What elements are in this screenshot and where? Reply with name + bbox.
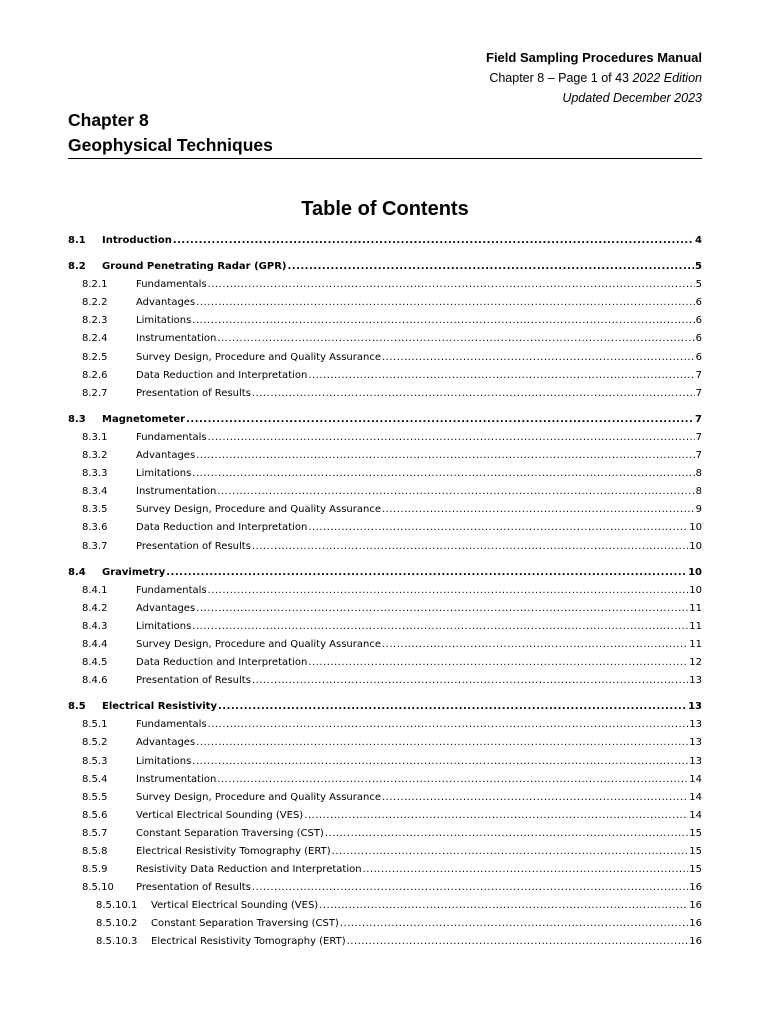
toc-leader-dots <box>208 429 695 447</box>
toc-entry-number: 8.5.4 <box>82 773 108 785</box>
toc-entry[interactable] <box>68 843 702 861</box>
toc-entry-page: 11 <box>689 602 702 614</box>
toc-entry-page: 6 <box>695 351 702 363</box>
toc-entry[interactable] <box>68 564 702 582</box>
toc-entry-number: 8.5.9 <box>82 864 108 876</box>
toc-entry[interactable] <box>68 716 702 734</box>
page-info <box>486 68 702 88</box>
toc-leader-dots <box>166 564 687 582</box>
toc-entry-title: Data Reduction and Interpretation <box>136 657 308 669</box>
toc-entry[interactable] <box>68 861 702 879</box>
toc-entry[interactable] <box>68 825 702 843</box>
toc-entry-title: Limitations <box>136 755 192 767</box>
chapter-number: Chapter 8 <box>68 110 149 130</box>
toc-entry-title: Gravimetry <box>102 566 166 578</box>
toc-leader-dots <box>252 879 688 897</box>
toc-entry[interactable] <box>68 294 702 312</box>
toc-entry-title: Electrical Resistivity Tomography (ERT) <box>151 936 346 948</box>
toc-entry[interactable] <box>68 879 702 897</box>
toc-entry[interactable] <box>68 312 702 330</box>
toc-entry-page: 16 <box>689 900 702 912</box>
toc-entry-number: 8.2.5 <box>82 351 108 363</box>
toc-leader-dots <box>186 411 694 429</box>
toc-entry-page: 10 <box>689 522 702 534</box>
toc-entry-page: 10 <box>688 566 702 578</box>
toc-entry-number: 8.5.8 <box>82 846 108 857</box>
toc-entry-page: 6 <box>695 297 702 309</box>
toc-entry-title: Electrical Resistivity <box>102 701 217 713</box>
toc-entry[interactable] <box>68 618 702 636</box>
toc-entry-number: 8.2.3 <box>82 315 108 327</box>
toc-entry-number: 8.3.7 <box>82 540 108 552</box>
toc-leader-dots <box>363 861 689 879</box>
toc-leader-dots <box>340 915 688 933</box>
chapter-heading <box>68 108 702 159</box>
toc-entry-number: 8.5.10.2 <box>96 918 138 930</box>
toc-section-gap <box>68 690 702 698</box>
toc-entry[interactable] <box>68 538 702 556</box>
toc-entry-title: Data Reduction and Interpretation <box>136 522 308 534</box>
toc-leader-dots <box>325 825 688 843</box>
toc-entry[interactable] <box>68 501 702 519</box>
toc-entry[interactable] <box>68 654 702 672</box>
toc-entry-title: Fundamentals <box>136 279 207 291</box>
toc-entry-number: 8.2.2 <box>82 297 108 309</box>
toc-entry-number: 8.3 <box>68 413 86 425</box>
updated-date: Updated December 2023 <box>562 91 702 105</box>
toc-entry-title: Advantages <box>136 602 196 614</box>
toc-entry-title: Magnetometer <box>102 413 186 425</box>
toc-leader-dots <box>217 483 694 501</box>
toc-entry-page: 7 <box>695 369 702 381</box>
toc-entry-title: Data Reduction and Interpretation <box>136 369 308 381</box>
toc-entry[interactable] <box>68 367 702 385</box>
toc-leader-dots <box>252 385 695 403</box>
toc-entry-page: 12 <box>689 657 702 669</box>
toc-leader-dots <box>308 367 694 385</box>
toc-leader-dots <box>287 258 694 276</box>
toc-entry-page: 16 <box>689 918 702 930</box>
toc-entry-title: Survey Design, Procedure and Quality Assurance <box>136 638 381 650</box>
manual-title: Field Sampling Procedures Manual <box>486 50 702 65</box>
chapter-name: Geophysical Techniques <box>68 133 702 159</box>
toc-entry-number: 8.3.2 <box>82 450 108 462</box>
toc-entry-number: 8.5.6 <box>82 809 108 821</box>
toc-entry[interactable] <box>68 385 702 403</box>
toc-leader-dots <box>252 538 688 556</box>
toc-entry-number: 8.3.1 <box>82 431 108 443</box>
toc-entry-page: 11 <box>689 638 702 650</box>
table-of-contents <box>68 232 702 952</box>
toc-entry[interactable] <box>68 483 702 501</box>
toc-entry-page: 16 <box>689 882 702 894</box>
toc-entry-number: 8.3.4 <box>82 486 108 498</box>
toc-section-gap <box>68 403 702 411</box>
toc-entry-page: 7 <box>695 387 702 399</box>
toc-entry-number: 8.5.1 <box>82 719 108 731</box>
toc-entry-number: 8.5.10 <box>82 882 114 894</box>
toc-leader-dots <box>304 807 688 825</box>
toc-entry-page: 7 <box>695 431 702 443</box>
toc-entry-page: 13 <box>689 675 702 687</box>
toc-entry-title: Presentation of Results <box>136 387 251 399</box>
toc-leader-dots <box>319 897 688 915</box>
toc-entry[interactable] <box>68 734 702 752</box>
toc-entry-title: Presentation of Results <box>136 540 251 552</box>
toc-entry-page: 14 <box>689 791 702 803</box>
toc-entry-page: 14 <box>689 809 702 821</box>
toc-entry-page: 14 <box>689 773 702 785</box>
page-line: Chapter 8 – Page 1 of 43 <box>489 71 629 85</box>
toc-entry-number: 8.2.4 <box>82 333 108 345</box>
toc-entry-title: Presentation of Results <box>136 675 251 687</box>
toc-entry-page: 8 <box>695 486 702 498</box>
toc-entry-page: 9 <box>695 504 702 516</box>
toc-entry[interactable] <box>68 915 702 933</box>
toc-entry-title: Electrical Resistivity Tomography (ERT) <box>136 846 331 857</box>
toc-leader-dots <box>208 716 689 734</box>
toc-leader-dots <box>196 734 688 752</box>
toc-entry-page: 6 <box>695 333 702 345</box>
toc-entry-title: Instrumentation <box>136 773 217 785</box>
toc-leader-dots <box>196 294 694 312</box>
toc-entry-title: Advantages <box>136 297 196 309</box>
toc-entry-title: Constant Separation Traversing (CST) <box>151 918 339 930</box>
toc-entry-title: Advantages <box>136 450 196 462</box>
toc-entry-page: 13 <box>689 755 702 767</box>
toc-entry-title: Vertical Electrical Sounding (VES) <box>136 809 304 821</box>
toc-entry-title: Constant Separation Traversing (CST) <box>136 827 324 839</box>
toc-entry-number: 8.4 <box>68 566 86 578</box>
toc-entry-number: 8.1 <box>68 235 86 246</box>
toc-entry[interactable] <box>68 465 702 483</box>
toc-entry-number: 8.2.6 <box>82 369 108 381</box>
toc-leader-dots <box>308 654 688 672</box>
toc-entry-page: 15 <box>689 864 702 876</box>
toc-entry-page: 5 <box>695 279 702 291</box>
toc-leader-dots <box>382 789 688 807</box>
toc-section-gap <box>68 250 702 258</box>
toc-entry-page: 6 <box>695 315 702 327</box>
toc-entry-page: 10 <box>689 540 702 552</box>
toc-entry-number: 8.3.6 <box>82 522 108 534</box>
toc-entry-title: Presentation of Results <box>136 882 251 894</box>
toc-title: Table of Contents <box>301 198 469 220</box>
toc-entry-number: 8.5.2 <box>82 737 108 749</box>
toc-entry[interactable] <box>68 582 702 600</box>
toc-entry-title: Resistivity Data Reduction and Interpretation <box>136 864 362 876</box>
toc-entry-number: 8.4.1 <box>82 584 108 596</box>
toc-entry[interactable] <box>68 330 702 348</box>
toc-entry[interactable] <box>68 771 702 789</box>
toc-entry-page: 7 <box>695 413 702 425</box>
toc-leader-dots <box>332 843 689 861</box>
toc-entry-title: Survey Design, Procedure and Quality Assurance <box>136 504 381 516</box>
toc-entry-number: 8.2 <box>68 261 86 273</box>
toc-entry-number: 8.4.2 <box>82 602 108 614</box>
toc-entry-number: 8.5.3 <box>82 755 108 767</box>
toc-entry-title: Advantages <box>136 737 196 749</box>
toc-leader-dots <box>217 771 688 789</box>
toc-entry-number: 8.2.7 <box>82 387 108 399</box>
toc-entry[interactable] <box>68 447 702 465</box>
toc-entry[interactable] <box>68 519 702 537</box>
toc-entry-page: 15 <box>689 846 702 857</box>
toc-entry[interactable] <box>68 807 702 825</box>
toc-leader-dots <box>192 312 694 330</box>
toc-leader-dots <box>382 636 688 654</box>
toc-leader-dots <box>208 276 695 294</box>
toc-entry-title: Limitations <box>136 620 192 632</box>
toc-leader-dots <box>173 232 694 250</box>
toc-entry[interactable] <box>68 600 702 618</box>
toc-entry[interactable] <box>68 276 702 294</box>
toc-entry[interactable] <box>68 789 702 807</box>
toc-entry-page: 8 <box>695 468 702 480</box>
toc-entry-title: Fundamentals <box>136 584 207 596</box>
toc-leader-dots <box>218 698 687 716</box>
toc-entry-number: 8.4.3 <box>82 620 108 632</box>
toc-leader-dots <box>347 933 689 951</box>
toc-entry-number: 8.3.5 <box>82 504 108 516</box>
toc-entry-page: 13 <box>689 719 702 731</box>
toc-leader-dots <box>192 618 688 636</box>
edition: 2022 Edition <box>632 71 702 85</box>
toc-entry[interactable] <box>68 753 702 771</box>
toc-entry[interactable] <box>68 672 702 690</box>
toc-entry-number: 8.4.4 <box>82 638 108 650</box>
toc-entry-title: Fundamentals <box>136 431 207 443</box>
toc-leader-dots <box>208 582 689 600</box>
toc-entry-page: 5 <box>695 261 702 273</box>
toc-entry-page: 13 <box>689 737 702 749</box>
toc-entry-number: 8.5.10.3 <box>96 936 138 948</box>
toc-leader-dots <box>382 501 695 519</box>
toc-entry[interactable] <box>68 897 702 915</box>
toc-leader-dots <box>252 672 688 690</box>
toc-entry-number: 8.4.6 <box>82 675 108 687</box>
toc-entry[interactable] <box>68 411 702 429</box>
toc-entry-number: 8.5.10.1 <box>96 900 138 912</box>
toc-entry-title: Introduction <box>102 235 172 246</box>
toc-entry-title: Fundamentals <box>136 719 207 731</box>
toc-section-gap <box>68 556 702 564</box>
toc-entry-title: Ground Penetrating Radar (GPR) <box>102 261 287 273</box>
toc-entry[interactable] <box>68 258 702 276</box>
toc-entry-page: 15 <box>689 827 702 839</box>
toc-entry-number: 8.5.5 <box>82 791 108 803</box>
toc-leader-dots <box>382 349 695 367</box>
toc-leader-dots <box>196 600 688 618</box>
toc-leader-dots <box>192 753 688 771</box>
toc-entry-number: 8.5.7 <box>82 827 108 839</box>
toc-entry-page: 11 <box>689 620 702 632</box>
toc-leader-dots <box>308 519 688 537</box>
toc-leader-dots <box>217 330 694 348</box>
toc-entry-title: Vertical Electrical Sounding (VES) <box>151 900 319 912</box>
toc-entry-title: Instrumentation <box>136 486 217 498</box>
toc-entry-number: 8.3.3 <box>82 468 108 480</box>
toc-entry-title: Limitations <box>136 468 192 480</box>
toc-entry-title: Instrumentation <box>136 333 217 345</box>
toc-entry-title: Limitations <box>136 315 192 327</box>
toc-entry[interactable] <box>68 636 702 654</box>
toc-entry-page: 4 <box>695 235 702 246</box>
toc-leader-dots <box>196 447 694 465</box>
toc-entry[interactable] <box>68 698 702 716</box>
toc-entry[interactable] <box>68 933 702 951</box>
toc-entry-page: 10 <box>689 584 702 596</box>
toc-entry-number: 8.5 <box>68 701 86 713</box>
toc-entry-page: 13 <box>688 701 702 713</box>
toc-entry[interactable] <box>68 232 702 250</box>
page-header <box>486 48 702 108</box>
toc-entry[interactable] <box>68 429 702 447</box>
toc-leader-dots <box>192 465 694 483</box>
toc-entry-title: Survey Design, Procedure and Quality Assurance <box>136 791 381 803</box>
toc-entry-page: 7 <box>695 450 702 462</box>
toc-entry-page: 16 <box>689 936 702 948</box>
toc-entry-number: 8.4.5 <box>82 657 108 669</box>
toc-entry-number: 8.2.1 <box>82 279 108 291</box>
toc-entry-title: Survey Design, Procedure and Quality Assurance <box>136 351 381 363</box>
toc-entry[interactable] <box>68 349 702 367</box>
